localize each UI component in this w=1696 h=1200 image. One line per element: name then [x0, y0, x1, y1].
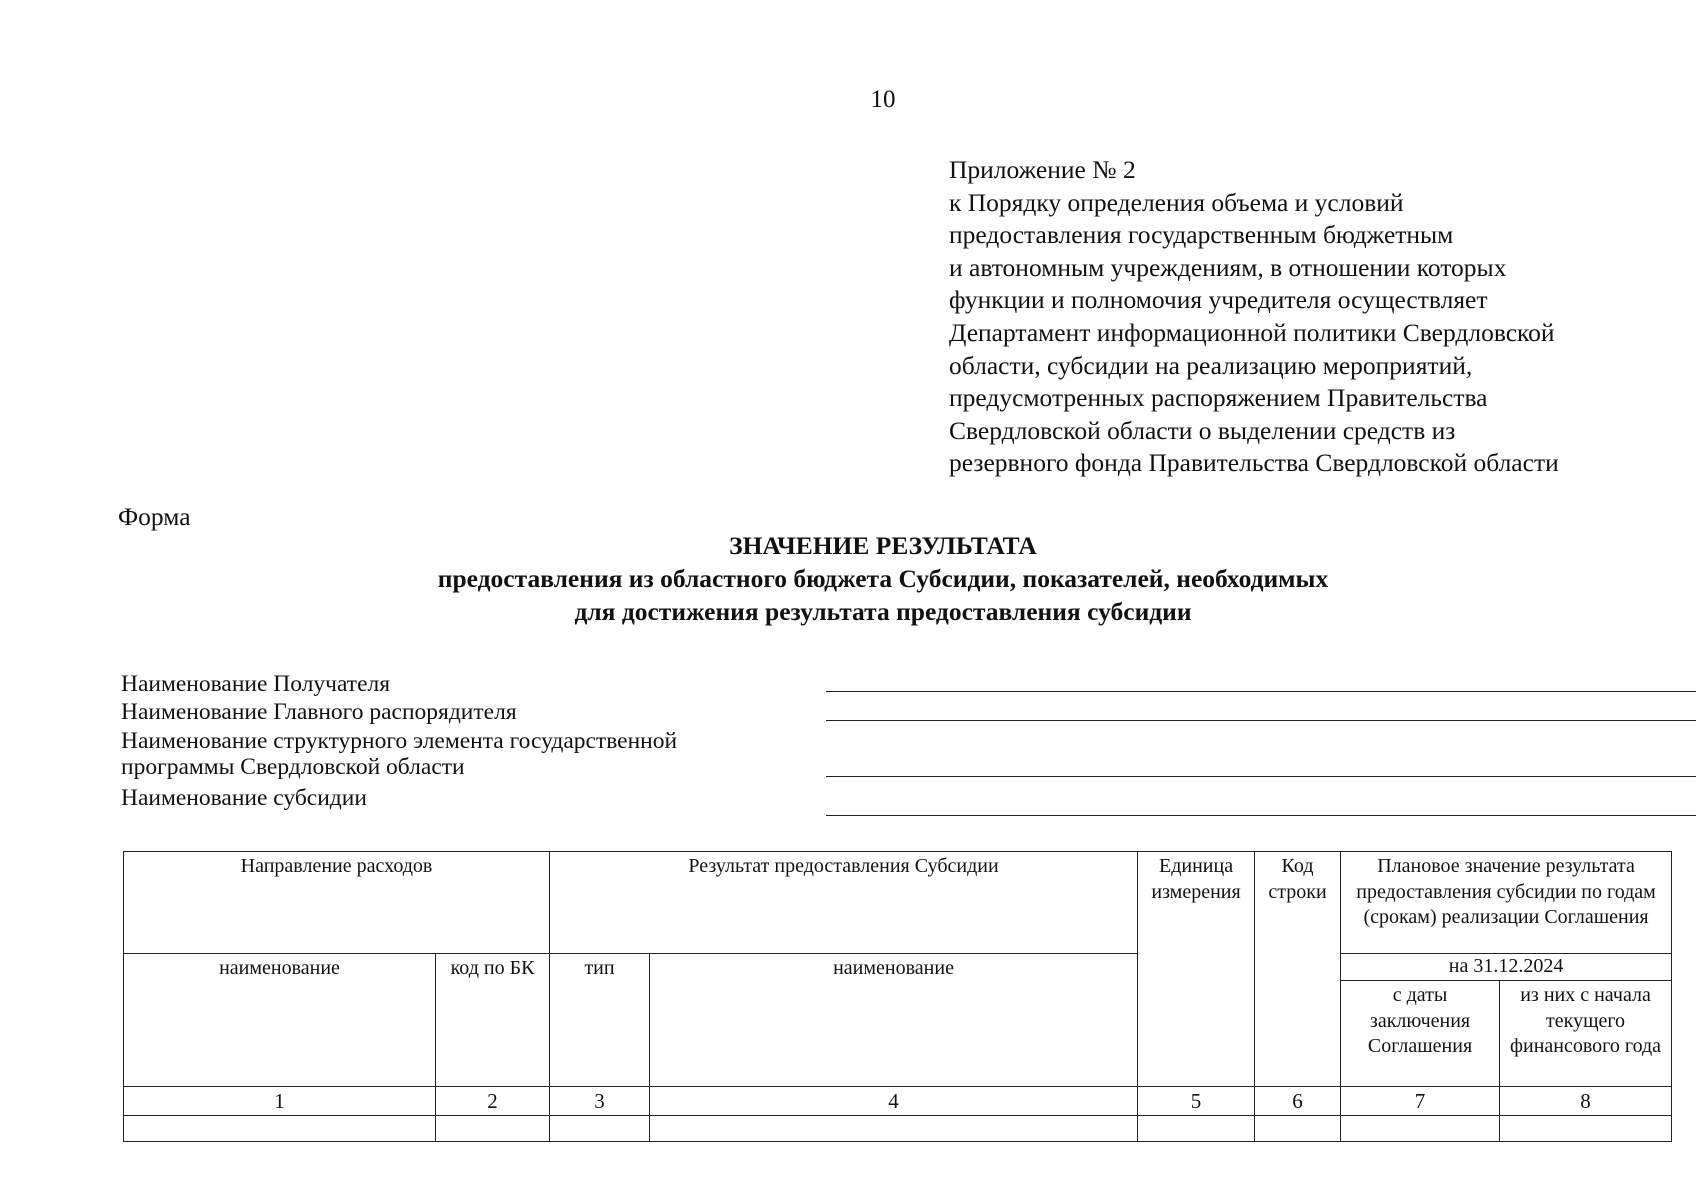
- form-label: Форма: [118, 502, 191, 531]
- from-agreement-header: с даты заключения Соглашения: [1341, 981, 1500, 1087]
- bk-code-header: код по БК: [436, 954, 550, 1087]
- unit-header: Единица измерения: [1138, 852, 1255, 1087]
- appendix-line: предоставления государственным бюджетным: [949, 220, 1454, 250]
- appendix-block: [949, 154, 1669, 480]
- appendix-line: Департамент информационной политики Свердловской: [949, 317, 1555, 347]
- column-number: 6: [1255, 1087, 1341, 1115]
- empty-cell[interactable]: [1500, 1115, 1672, 1141]
- empty-cell[interactable]: [650, 1115, 1138, 1141]
- subsidy-label: Наименование субсидии: [121, 785, 367, 811]
- subsidy-blank-line[interactable]: [826, 815, 1696, 816]
- empty-cell[interactable]: [436, 1115, 550, 1141]
- recipient-blank-line[interactable]: [826, 691, 1696, 692]
- appendix-line: резервного фонда Правительства Свердловской области: [949, 448, 1559, 478]
- column-number: 2: [436, 1087, 550, 1115]
- date-header: на 31.12.2024: [1341, 954, 1672, 981]
- result-type-header: тип: [550, 954, 650, 1087]
- empty-cell[interactable]: [1341, 1115, 1500, 1141]
- column-number: 3: [550, 1087, 650, 1115]
- row-code-header: Код строки: [1255, 852, 1341, 1087]
- recipient-label: Наименование Получателя: [121, 671, 391, 697]
- result-name-header: наименование: [650, 954, 1138, 1087]
- empty-cell[interactable]: [1138, 1115, 1255, 1141]
- appendix-line: предусмотренных распоряжением Правительства: [949, 383, 1488, 413]
- subsidy-result-header: Результат предоставления Субсидии: [550, 852, 1138, 954]
- structural-element-label-cont: программы Свердловской области: [121, 754, 465, 780]
- appendix-line: и автономным учреждениям, в отношении которых: [949, 252, 1507, 282]
- main-manager-label: Наименование Главного распорядителя: [121, 699, 517, 725]
- structural-element-label: Наименование структурного элемента государственной: [121, 728, 678, 754]
- structural-element-blank-line[interactable]: [826, 776, 1696, 777]
- main-manager-blank-line[interactable]: [826, 720, 1696, 721]
- results-table: [123, 851, 1672, 1142]
- expense-direction-header: Направление расходов: [124, 852, 550, 954]
- document-title: ЗНАЧЕНИЕ РЕЗУЛЬТАТА: [729, 531, 1037, 560]
- appendix-line: к Порядку определения объема и условий: [949, 187, 1404, 217]
- appendix-line: Приложение № 2: [949, 155, 1136, 184]
- appendix-line: области, субсидии на реализацию мероприятий,: [949, 350, 1473, 380]
- empty-cell[interactable]: [124, 1115, 436, 1141]
- column-number: 5: [1138, 1087, 1255, 1115]
- column-number: 7: [1341, 1087, 1500, 1115]
- column-number: 1: [124, 1087, 436, 1115]
- document-subtitle-line: для достижения результата предоставления субсидии: [574, 597, 1192, 626]
- empty-cell[interactable]: [550, 1115, 650, 1141]
- planned-value-header: Плановое значение результата предоставления субсидии по годам (срокам) реализации Соглашения: [1341, 852, 1672, 954]
- expense-name-header: наименование: [124, 954, 436, 1087]
- appendix-line: Свердловской области о выделении средств из: [949, 415, 1456, 445]
- document-subtitle-line: предоставления из областного бюджета Субсидии, показателей, необходимых: [437, 564, 1329, 593]
- column-number: 8: [1500, 1087, 1672, 1115]
- empty-cell[interactable]: [1255, 1115, 1341, 1141]
- appendix-line: функции и полномочия учредителя осуществляет: [949, 285, 1488, 315]
- from-fy-start-header: из них с начала текущего финансового года: [1500, 981, 1672, 1087]
- column-number: 4: [650, 1087, 1138, 1115]
- page-number: 10: [870, 86, 896, 113]
